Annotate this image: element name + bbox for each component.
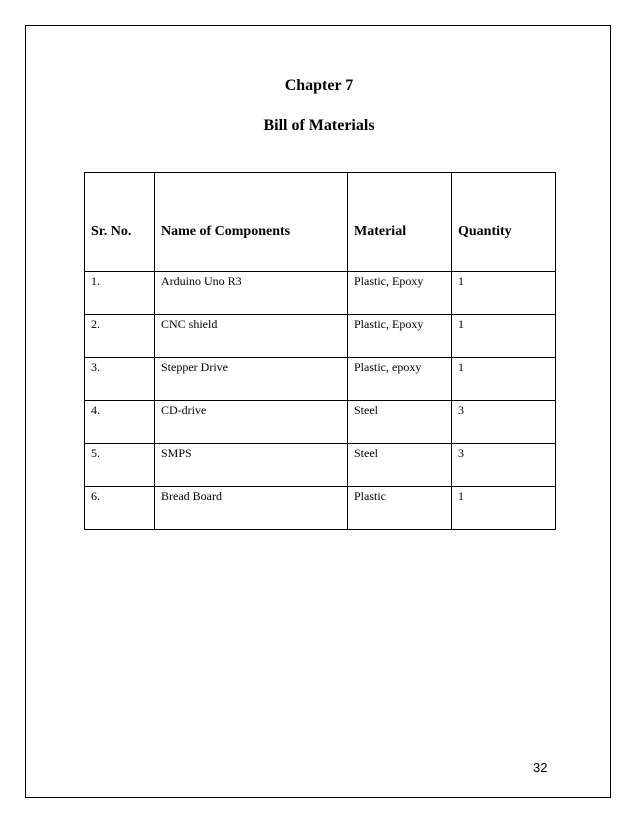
cell-material: Plastic, Epoxy (348, 315, 452, 358)
cell-component-name: Arduino Uno R3 (155, 272, 348, 315)
cell-quantity: 1 (452, 487, 556, 530)
cell-quantity: 3 (452, 444, 556, 487)
cell-sr-no: 6. (85, 487, 155, 530)
cell-component-name: CNC shield (155, 315, 348, 358)
cell-material: Plastic, Epoxy (348, 272, 452, 315)
chapter-number: Chapter 7 (284, 77, 354, 94)
cell-sr-no: 3. (85, 358, 155, 401)
table-row (85, 272, 556, 315)
cell-material: Steel (348, 444, 452, 487)
cell-sr-no: 1. (85, 272, 155, 315)
cell-material: Steel (348, 401, 452, 444)
cell-component-name: Bread Board (155, 487, 348, 530)
cell-quantity: 3 (452, 401, 556, 444)
chapter-title: Bill of Materials (263, 117, 375, 134)
table-row (85, 487, 556, 530)
cell-quantity: 1 (452, 358, 556, 401)
cell-material: Plastic, epoxy (348, 358, 452, 401)
header-material: Material (348, 173, 452, 272)
cell-component-name: Stepper Drive (155, 358, 348, 401)
cell-quantity: 1 (452, 315, 556, 358)
bill-of-materials-table (84, 172, 556, 530)
header-component-name: Name of Components (155, 173, 348, 272)
table-row (85, 315, 556, 358)
page-number: 32 (533, 760, 548, 775)
header-sr-no: Sr. No. (85, 173, 155, 272)
table-row (85, 401, 556, 444)
table-row (85, 358, 556, 401)
cell-sr-no: 4. (85, 401, 155, 444)
cell-sr-no: 5. (85, 444, 155, 487)
table-row (85, 444, 556, 487)
cell-component-name: SMPS (155, 444, 348, 487)
header-quantity: Quantity (452, 173, 556, 272)
table-header-row (85, 173, 556, 272)
cell-sr-no: 2. (85, 315, 155, 358)
cell-quantity: 1 (452, 272, 556, 315)
cell-component-name: CD-drive (155, 401, 348, 444)
cell-material: Plastic (348, 487, 452, 530)
